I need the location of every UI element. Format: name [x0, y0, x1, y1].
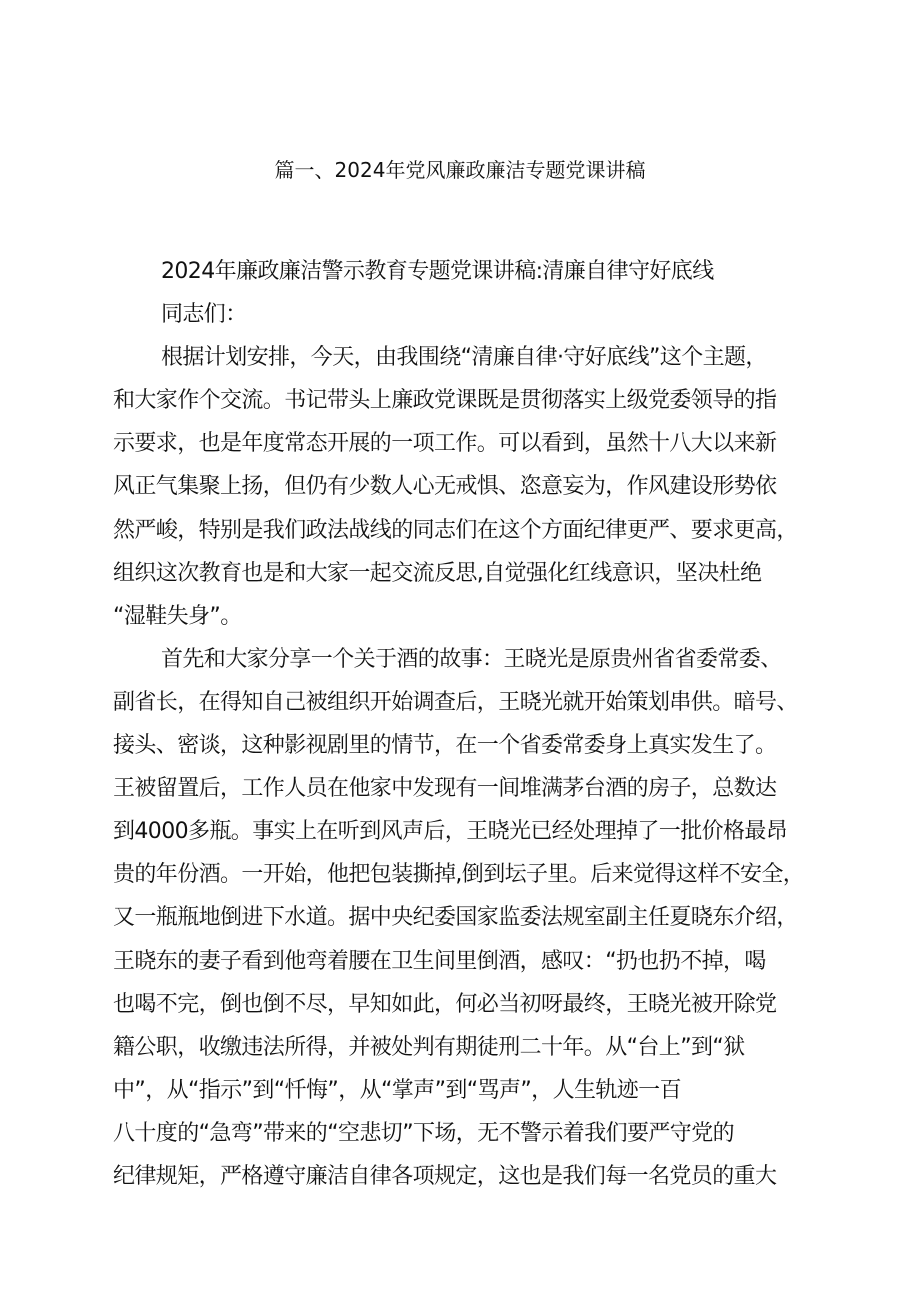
document-body: [113, 250, 853, 1198]
paragraph-line: “湿鞋失身”。: [113, 603, 242, 629]
paragraph-line: 王被留置后，工作人员在他家中发现有一间堆满茅台酒的房子，总数达: [113, 776, 777, 802]
salutation: 同志们：: [161, 302, 247, 328]
paragraph-line: 到4000多瓶。事实上在听到风声后，王晓光已经处理掉了一批价格最昂: [113, 819, 788, 845]
paragraph-line: 又一瓶瓶地倒进下水道。据中央纪委国家监委法规室副主任夏晓东介绍，: [113, 905, 798, 931]
paragraph-line: 组织这次教育也是和大家一起交流反思,自觉强化红线意识，坚决杜绝: [113, 560, 762, 586]
paragraph-line: 中”，从“指示”到“忏悔”，从“掌声”到“骂声”，人生轨迹一百: [113, 1077, 681, 1103]
subtitle: 2024年廉政廉洁警示教育专题党课讲稿:清廉自律守好底线: [161, 259, 714, 284]
paragraph-line: 贵的年份酒。一开始，他把包装撕掉,倒到坛子里。后来觉得这样不安全，: [113, 862, 805, 888]
paragraph-line: 和大家作个交流。书记带头上廉政党课既是贯彻落实上级党委领导的指: [113, 388, 777, 414]
paragraph-line: 首先和大家分享一个关于酒的故事：王晓光是原贵州省省委常委、: [161, 646, 782, 672]
paragraph-line: 纪律规矩，严格遵守廉洁自律各项规定，这也是我们每一名党员的重大: [113, 1163, 777, 1189]
paragraph-line: 副省长，在得知自己被组织开始调查后，王晓光就开始策划串供。暗号、: [113, 689, 798, 715]
paragraph-line: 风正气集聚上扬，但仍有少数人心无戒惧、恣意妄为，作风建设形势依: [113, 474, 777, 500]
paragraph-line: 也喝不完，倒也倒不尽，早知如此，何必当初呀最终，王晓光被开除党: [113, 991, 777, 1017]
paragraph-line: 王晓东的妻子看到他弯着腰在卫生间里倒酒，感叹：“扔也扔不掉，喝: [113, 948, 766, 974]
paragraph-line: 八十度的“急弯”带来的“空悲切”下场，无不警示着我们要严守党的: [113, 1120, 734, 1146]
document-title: 篇一、2024年党风廉政廉洁专题党课讲稿: [274, 158, 646, 182]
paragraph-line: 籍公职，收缴违法所得，并被处判有期徒刑二十年。从“台上”到“狱: [113, 1034, 745, 1060]
paragraph-line: 接头、密谈，这种影视剧里的情节，在一个省委常委身上真实发生了。: [113, 733, 777, 759]
paragraph-line: 然严峻，特别是我们政法战线的同志们在这个方面纪律更严、要求更高，: [113, 517, 798, 543]
paragraph-line: 根据计划安排，今天，由我围绕“清廉自律·守好底线”这个主题，: [161, 345, 767, 371]
paragraph-line: 示要求，也是年度常态开展的一项工作。可以看到，虽然十八大以来新: [113, 431, 777, 457]
